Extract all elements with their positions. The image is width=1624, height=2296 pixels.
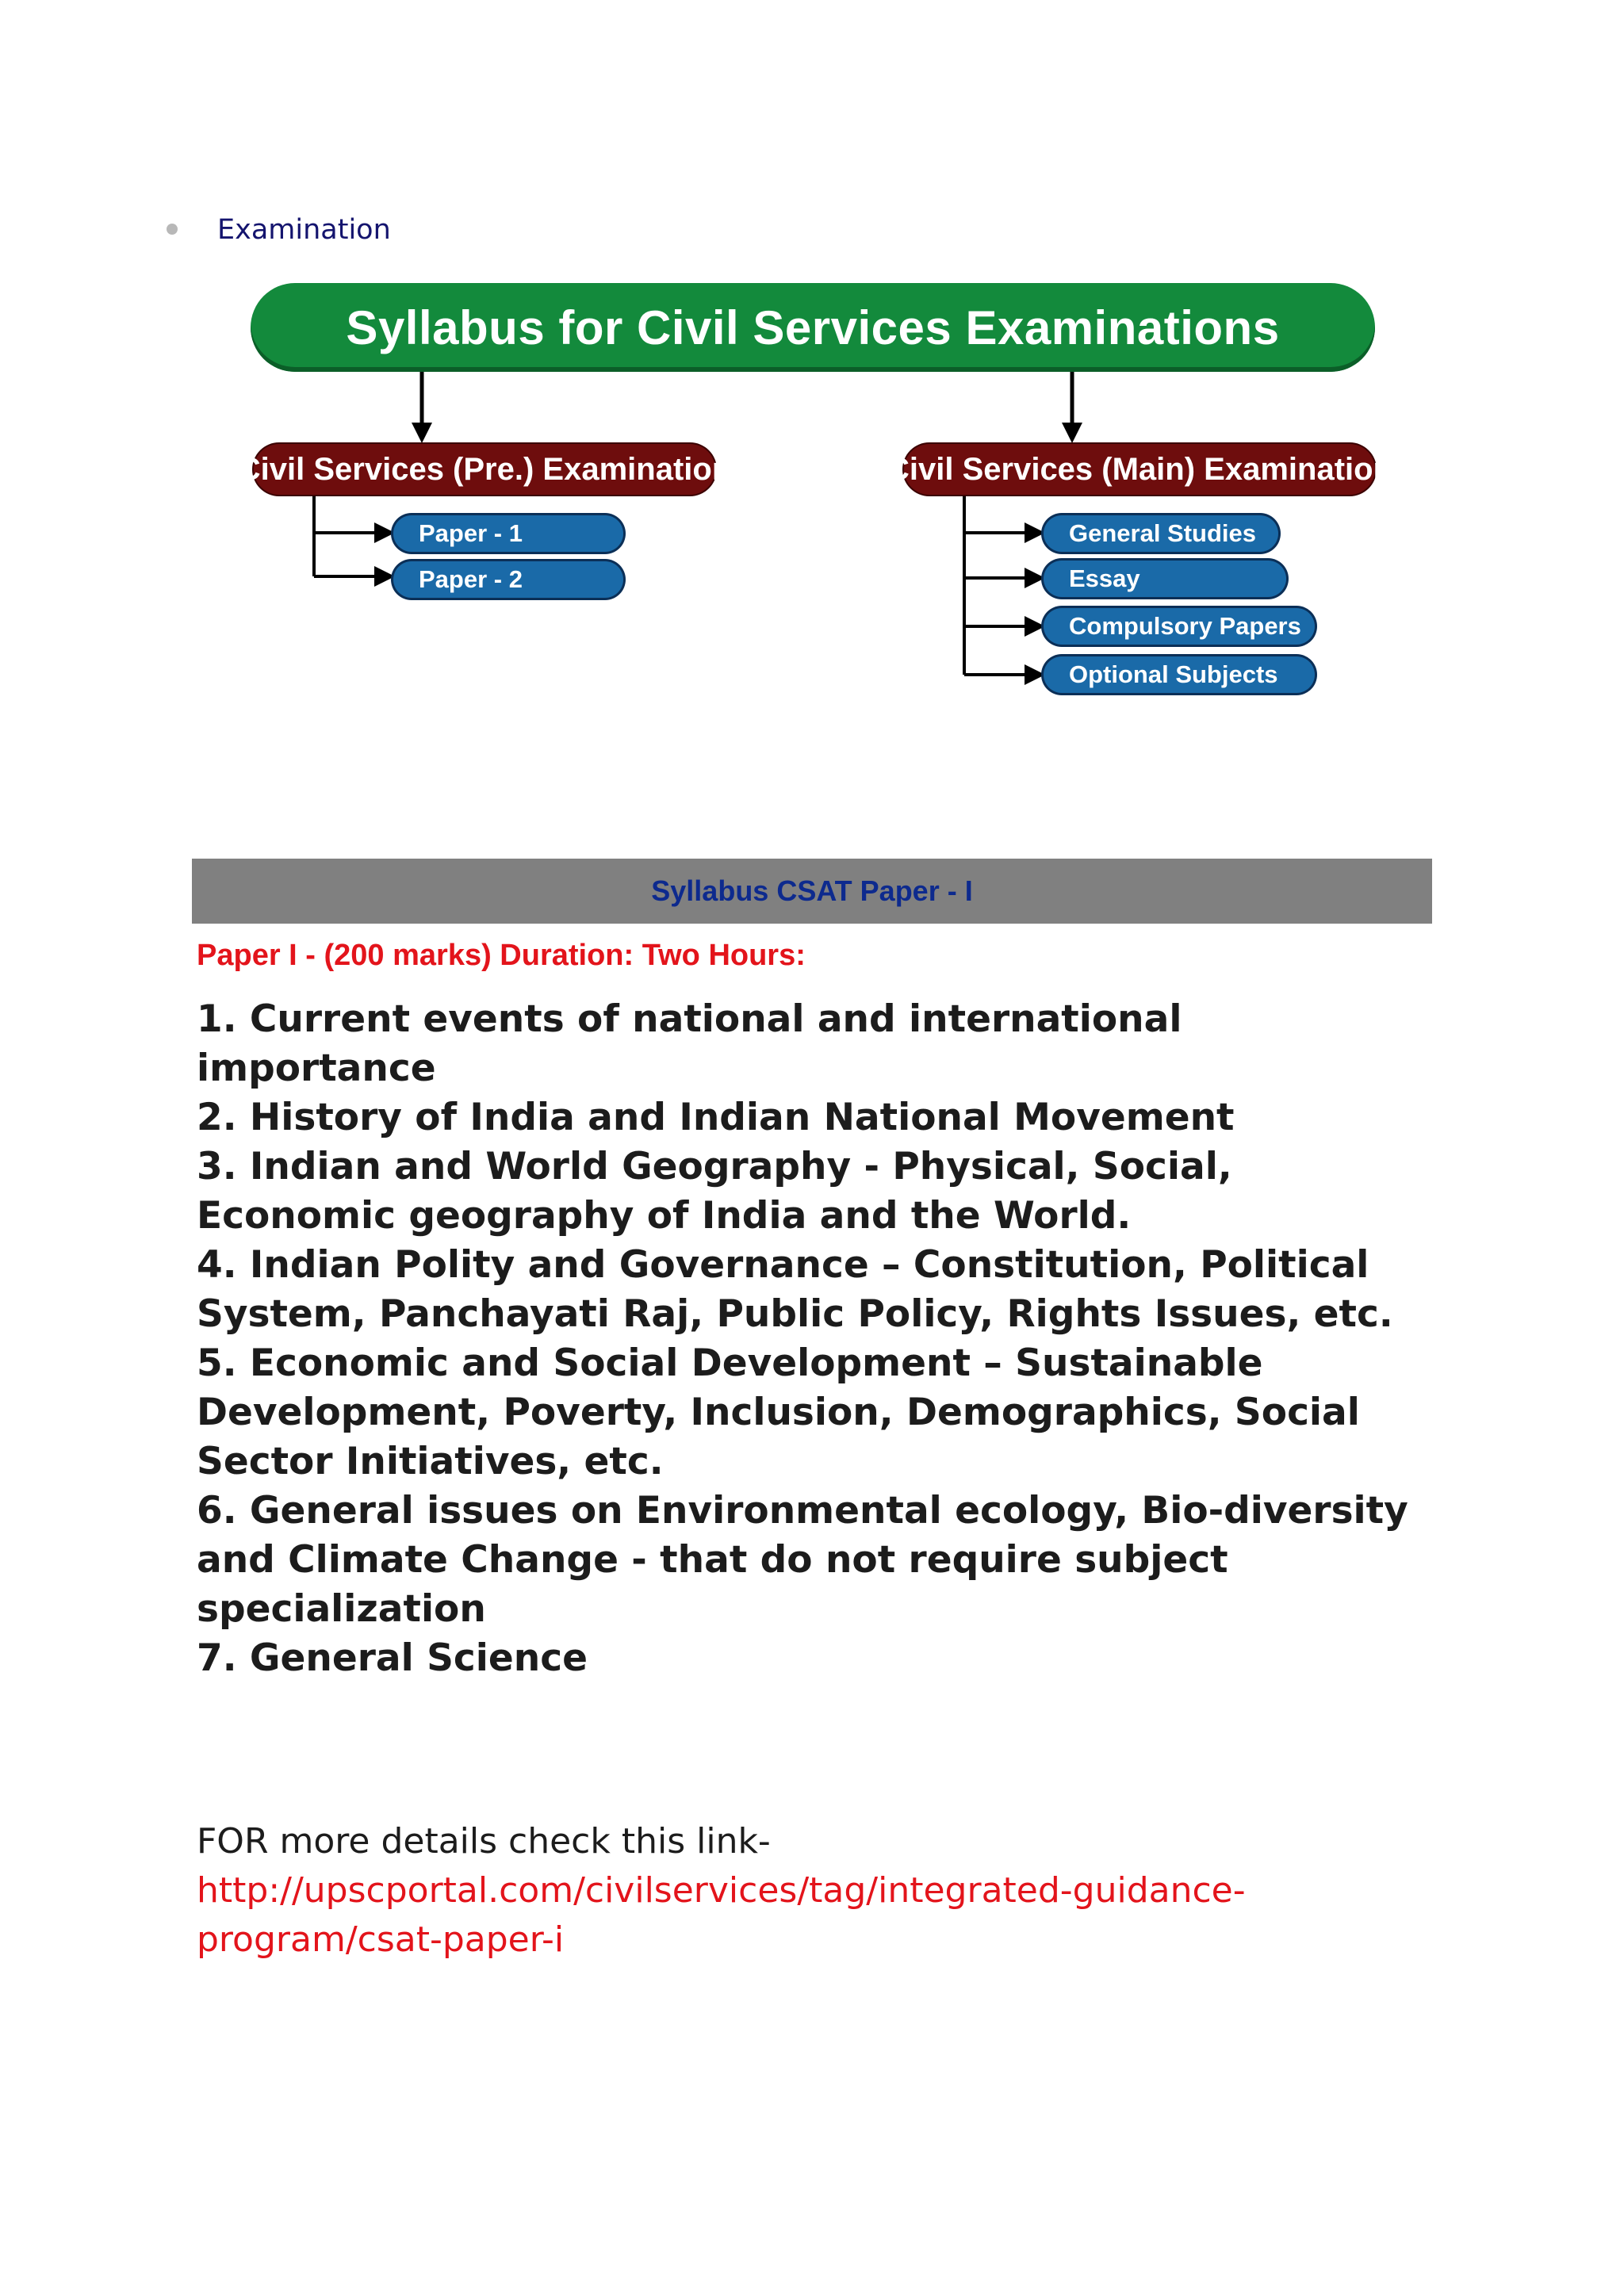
main-item-essay: Essay	[1044, 561, 1286, 597]
url-line-2[interactable]: program/csat-paper-i	[197, 1919, 565, 1960]
bullet-dot	[167, 224, 178, 235]
details-url-link[interactable]	[197, 1866, 1434, 1965]
syllabus-header-bar: Syllabus CSAT Paper - I	[192, 859, 1432, 924]
topic-item: 5. Economic and Social Development – Sustainable Development, Poverty, Inclusion, Demographics, Social Sector Initiatives, etc.	[197, 1341, 1360, 1483]
topic-item: 6. General issues on Environmental ecology, Bio-diversity and Climate Change - that do not require subject specialization	[197, 1489, 1408, 1631]
main-item-compulsory-papers: Compulsory Papers	[1044, 608, 1315, 645]
more-details-text: FOR more details check this link-	[197, 1821, 771, 1862]
examination-link[interactable]: Examination	[217, 214, 391, 246]
url-line-1[interactable]: http://upscportal.com/civilservices/tag/integrated-guidance-	[197, 1870, 1246, 1911]
diagram-title: Syllabus for Civil Services Examinations	[251, 283, 1375, 372]
topic-item: 2. History of India and Indian National Movement	[197, 1096, 1235, 1139]
topic-item: 4. Indian Polity and Governance – Constitution, Political System, Panchayati Raj, Public Policy, Rights Issues, etc.	[197, 1243, 1393, 1336]
syllabus-diagram	[238, 274, 1396, 702]
pre-item-paper-1: Paper - 1	[393, 515, 623, 552]
pre-exam-label: Civil Services (Pre.) Examination	[254, 444, 715, 495]
paper-details: Paper I - (200 marks) Duration: Two Hours:	[197, 939, 806, 972]
topic-item: 3. Indian and World Geography - Physical, Social, Economic geography of India and the World.	[197, 1145, 1232, 1238]
topic-item: 1. Current events of national and international importance	[197, 997, 1182, 1090]
main-item-optional-subjects: Optional Subjects	[1044, 656, 1315, 693]
topic-item: 7. General Science	[197, 1636, 588, 1680]
topics-list	[197, 995, 1434, 1683]
main-item-general-studies: General Studies	[1044, 515, 1278, 552]
pre-item-paper-2: Paper - 2	[393, 561, 623, 598]
main-exam-label: Civil Services (Main) Examination	[904, 444, 1375, 495]
